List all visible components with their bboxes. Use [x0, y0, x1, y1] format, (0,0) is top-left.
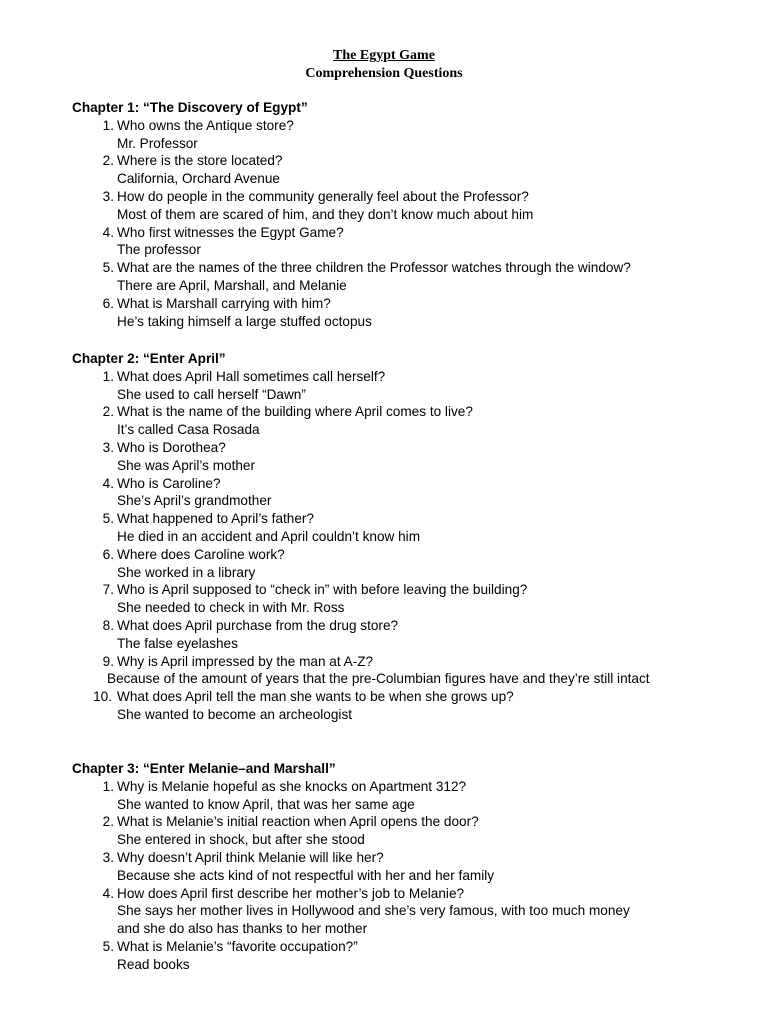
- question-number: 3.: [102, 188, 114, 204]
- question-number: 6.: [102, 546, 114, 562]
- answer: It’s called Casa Rosada: [117, 422, 260, 438]
- answer: She needed to check in with Mr. Ross: [117, 600, 345, 616]
- question: [72, 117, 712, 135]
- question-number: 1.: [102, 117, 114, 133]
- question-text: What is Marshall carrying with him?: [117, 295, 331, 311]
- answer: She wanted to become an archeologist: [117, 706, 353, 722]
- question-number: 4.: [102, 475, 114, 491]
- question-text: Who owns the Antique store?: [117, 117, 294, 133]
- question: [72, 295, 712, 313]
- question-number: 1.: [102, 778, 114, 794]
- question: [72, 224, 712, 242]
- question: [72, 617, 712, 635]
- answer: Mr. Professor: [117, 135, 198, 151]
- chapter-heading: Chapter 1: “The Discovery of Egypt”: [72, 100, 308, 115]
- chapter-1: [72, 99, 712, 330]
- answer: She used to call herself “Dawn”: [117, 386, 306, 402]
- answer: He died in an accident and April couldn’t know him: [117, 528, 421, 544]
- answer: She worked in a library: [117, 564, 256, 580]
- question-text: Who is April supposed to “check in” with before leaving the building?: [117, 582, 528, 598]
- question-number: 2.: [102, 153, 114, 169]
- question: [72, 439, 712, 457]
- question-text: Who is Dorothea?: [117, 439, 226, 455]
- question-text: Where is the store located?: [117, 153, 283, 169]
- answer: She entered in shock, but after she stood: [117, 832, 365, 848]
- question-text: How do people in the community generally feel about the Professor?: [117, 188, 529, 204]
- question: [72, 653, 712, 671]
- question-number: 3.: [102, 439, 114, 455]
- question: [72, 259, 712, 277]
- question-number: 6.: [102, 295, 114, 311]
- answer: The professor: [117, 242, 201, 258]
- answer: Because of the amount of years that the pre-Columbian figures have and they’re still intact: [107, 671, 650, 687]
- question-text: What does April tell the man she wants to be when she grows up?: [117, 689, 514, 705]
- question: [72, 688, 712, 706]
- answer: He’s taking himself a large stuffed octopus: [117, 313, 372, 329]
- question-text: What happened to April’s father?: [117, 511, 314, 527]
- question-text: Who is Caroline?: [117, 475, 221, 491]
- question-text: Why doesn’t April think Melanie will like her?: [117, 849, 384, 865]
- question: [72, 152, 712, 170]
- question-number: 4.: [102, 224, 114, 240]
- question: [72, 188, 712, 206]
- question: [72, 938, 712, 956]
- answer: She says her mother lives in Hollywood and she’s very famous, with too much money: [117, 903, 630, 919]
- chapter-3: [72, 760, 712, 974]
- question: [72, 885, 712, 903]
- answer: The false eyelashes: [117, 635, 238, 651]
- question: [72, 581, 712, 599]
- question-number: 1.: [102, 368, 114, 384]
- question-number: 5.: [102, 511, 114, 527]
- question-text: How does April first describe her mother’s job to Melanie?: [117, 885, 465, 901]
- answer: Read books: [117, 956, 190, 972]
- question-text: What does April Hall sometimes call herself?: [117, 368, 386, 384]
- question-number: 2.: [102, 814, 114, 830]
- answer: Because she acts kind of not respectful with her and her family: [117, 867, 495, 883]
- document-subtitle: Comprehension Questions: [305, 66, 463, 81]
- answer: She wanted to know April, that was her same age: [117, 796, 415, 812]
- question: [72, 813, 712, 831]
- question: [72, 849, 712, 867]
- question-number: 5.: [102, 260, 114, 276]
- question-text: What is Melanie’s initial reaction when April opens the door?: [117, 814, 479, 830]
- question: [72, 546, 712, 564]
- answer: Most of them are scared of him, and they don’t know much about him: [117, 206, 534, 222]
- question: [72, 510, 712, 528]
- document-title: The Egypt Game: [333, 48, 435, 63]
- question-text: What is Melanie’s “favorite occupation?”: [117, 938, 358, 954]
- question-text: Why is Melanie hopeful as she knocks on Apartment 312?: [117, 778, 467, 794]
- question-number: 7.: [102, 582, 114, 598]
- question-number: 2.: [102, 404, 114, 420]
- question-number: 4.: [102, 885, 114, 901]
- answer: She was April’s mother: [117, 457, 256, 473]
- question-text: What are the names of the three children the Professor watches through the window?: [117, 260, 631, 276]
- answer: California, Orchard Avenue: [117, 171, 280, 187]
- question-text: What does April purchase from the drug store?: [117, 617, 399, 633]
- answer: There are April, Marshall, and Melanie: [117, 277, 347, 293]
- question: [72, 778, 712, 796]
- title-block: [0, 47, 768, 83]
- question-number: 8.: [102, 617, 114, 633]
- question-text: Why is April impressed by the man at A-Z?: [117, 653, 374, 669]
- question-number: 10.: [93, 689, 112, 705]
- question-number: 3.: [102, 849, 114, 865]
- question-number: 9.: [102, 653, 114, 669]
- question-number: 5.: [102, 938, 114, 954]
- answer: She’s April’s grandmother: [117, 493, 272, 509]
- chapter-heading: Chapter 2: “Enter April”: [72, 351, 226, 366]
- answer-continued: and she do also has thanks to her mother: [117, 921, 368, 937]
- chapter-2: [72, 350, 712, 724]
- question: [72, 475, 712, 493]
- question: [72, 368, 712, 386]
- question: [72, 403, 712, 421]
- question-text: Where does Caroline work?: [117, 546, 285, 562]
- question-text: Who first witnesses the Egypt Game?: [117, 224, 344, 240]
- question-text: What is the name of the building where April comes to live?: [117, 404, 473, 420]
- chapter-heading: Chapter 3: “Enter Melanie–and Marshall”: [72, 761, 336, 776]
